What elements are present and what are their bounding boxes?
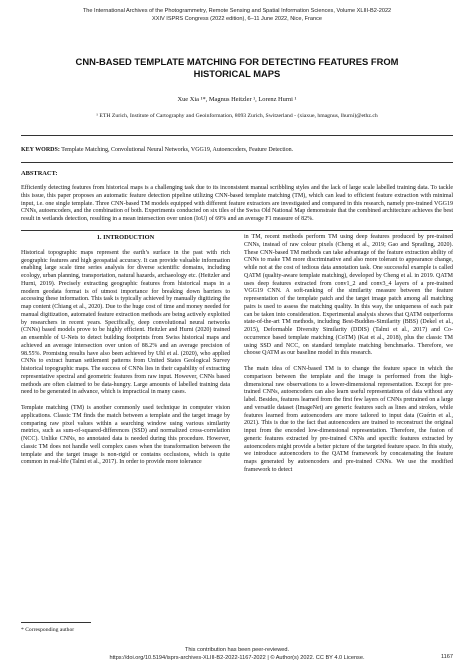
- footnote: * Corresponding author: [21, 627, 75, 633]
- footnote-divider: [21, 622, 91, 623]
- keywords-label: KEY WORDS:: [21, 147, 60, 153]
- footer-doi-link[interactable]: https://doi.org/10.5194/isprs-archives-XLIII-B2-2022-1167-2022 | © Author(s) 2022. CC BY 4.0 License.: [109, 655, 365, 661]
- paragraph: The main idea of CNN-based TM is to change the feature space in which the comparison between the template and the image is performed from the high-dimensional raw observations to a lower-dimensional representation. Except for pre-trained CNNs, autoencoders can also learn useful representations of data without any label. Besides, features learned from the first few layers of CNNs pretrained on a large and versatile dataset (ImageNet) are generic features such as lines and strokes, while features learned from autoencoders are more tailored to input data (Guérin et al., 2021). This is due to the fact that autoencoders are trained to reconstruct the original input from the encoded low-dimensional representation. Therefore, the fusion of generic features extracted by pre-trained CNNs and specific features extracted by autoencoders might provide a better picture of the targeted feature space. In this study, we introduce autoencoders to the QATM framework by concatenating the feature maps generated by autoencoders and pre-trained CNNs. We use the modified framework to detect: [244, 366, 453, 473]
- keywords: [21, 146, 453, 154]
- keywords-text: Template Matching, Convolutional Neural Networks, VGG19, Autoencoders, Feature Detection.: [61, 147, 294, 153]
- abstract-heading: ABSTRACT:: [21, 170, 58, 177]
- footer-review-note: This contribution has been peer-reviewed.: [184, 647, 290, 653]
- affiliation: ¹ ETH Zurich, Institute of Cartography and Geoinformation, 8093 Zurich, Switzerland - (xiaxue, hmagnus, lhurni)@ethz.ch: [96, 113, 378, 119]
- right-column: [244, 234, 453, 483]
- page-number: 1167: [440, 654, 453, 660]
- paragraph: in TM, recent methods perform TM using deep features produced by pre-trained CNNs, instead of raw colour pixels (Cheng et al., 2019; Gao and Spratling, 2020). These CNN-based TM methods can take advantage of the feature extraction ability of CNNs to make TM more discriminative and also more tolerant to appearance change, while not at the cost of tedious data annotation task. One successful example is called QATM (quality-aware template matching), developed by Cheng et al. in 2019. QATM uses deep features extracted from conv1_2 and conv3_4 layers of a pre-trained VGG19 CNN. A soft-ranking of the similarity measure between the feature representation of the template patch and the target image patch among all matching pairs is used to assess the matching quality. In this way, the uniqueness of each pair can be taken into consideration. Experimental analysis shows that QATM outperforms state-of-the-art TM methods, including Best-Buddies-Similarity (BBS) (Dekel et al., 2015), Deformable Diversity Similarity (DDIS) (Talmi et al., 2017) and Co-occurrence based template matching (CoTM) (Kat et al., 2018), plus the classic TM using SSD and NCC, on standard template matching benchmarks. Therefore, we choose QATM as our baseline model in this research.: [244, 234, 453, 357]
- abstract-text: Efficiently detecting features from historical maps is a challenging task due to its inconsistent manual scribbling styles and the lack of large scale labelled training data. To tackle this issue, this paper proposes an automatic feature detection pipeline utilizing CNN-based template matching (TM), which can lead to efficient feature extraction with minimal input, i.e. one single template. Three CNN-based TM models equipped with different feature extractors are investigated and compared in this research, namely pre-trained VGG19 CNNs, autoencoders, and the combination of both. Experiments conducted on six tiles of the Swiss Old National Map demonstrate that the combined architecture achieves the best result in wetlands detection, resulting in a mean intersection over union (IoU) of 69% and an average F1 measure of 82%.: [21, 185, 453, 223]
- running-header-line2: XXIV ISPRS Congress (2022 edition), 6–11 June 2022, Nice, France: [152, 16, 322, 22]
- divider-middle: [21, 162, 453, 163]
- paper-title-line2: HISTORICAL MAPS: [193, 68, 281, 79]
- section-heading-introduction: 1. INTRODUCTION: [96, 234, 155, 241]
- paper-title-line1: CNN-BASED TEMPLATE MATCHING FOR DETECTING FEATURES FROM: [75, 56, 399, 67]
- divider-bottom: [21, 230, 453, 231]
- left-column: [21, 234, 230, 475]
- running-header-line1: The International Archives of the Photogrammetry, Remote Sensing and Spatial Information Sciences, Volume XLIII-B2-2022: [82, 8, 392, 14]
- paper-title: [40, 56, 434, 80]
- paragraph: Template matching (TM) is another commonly used technique in computer vision applications. Classic TM finds the match between a template and the target image by comparing raw pixel values within a searching window using various similarity metrics, such as sum-of-squared-differences (SSD) and normalized cross-correlation (NCC). Unlike CNNs, no annotated data is needed during this procedure. However, classic TM does not handle well complex cases when the transformation between the template and the target image is non-rigid or contains occlusions, which is quite common in real-life (Talmi et al., 2017). In order to provide more tolerance: [21, 405, 230, 466]
- author-list: Xue Xia ¹*, Magnus Heitzler ¹, Lorenz Hurni ¹: [177, 96, 297, 103]
- paragraph: Historical topographic maps represent the earth’s surface in the past with rich geographic features and high geospatial accuracy. It can provide valuable information enabling large scale time series analysis for diverse scientific domains, including ecology, urban planning, transportation, natural hazards, archaeology etc. (Heitzler and Hurni, 2019). Precisely extracting geographic features from historical maps in a modern geodata format is of utmost importance for breaking down barriers to accessing these information. This task is typically achieved by manually digitizing the map content (Chiang et al., 2020). Due to the huge cost of time and money needed for manual digitization, automated feature extraction methods are being actively exploited by researchers in recent years. Specifically, deep convolutional neural networks (CNNs) based models prove to be highly efficient. Heitzler and Hurni (2020) trained an ensemble of U-Nets to detect building footprints from Swiss historical maps and achieved an average intersection over union of 88.2% and an average precision of 98.55%. Promising results have also been achieved by Uhl et al. (2020), who applied CNNs to extract human settlement patterns from United States Geological Survey historical topographic maps. The success of CNNs lies in their capability of extracting representative spectral and geometric features from raw input. However, CNNs based methods are often claimed to be data-hungry. Large amounts of labelled training data need to be generated in advance, which is impractical in many cases.: [21, 249, 230, 396]
- divider-top: [21, 135, 453, 136]
